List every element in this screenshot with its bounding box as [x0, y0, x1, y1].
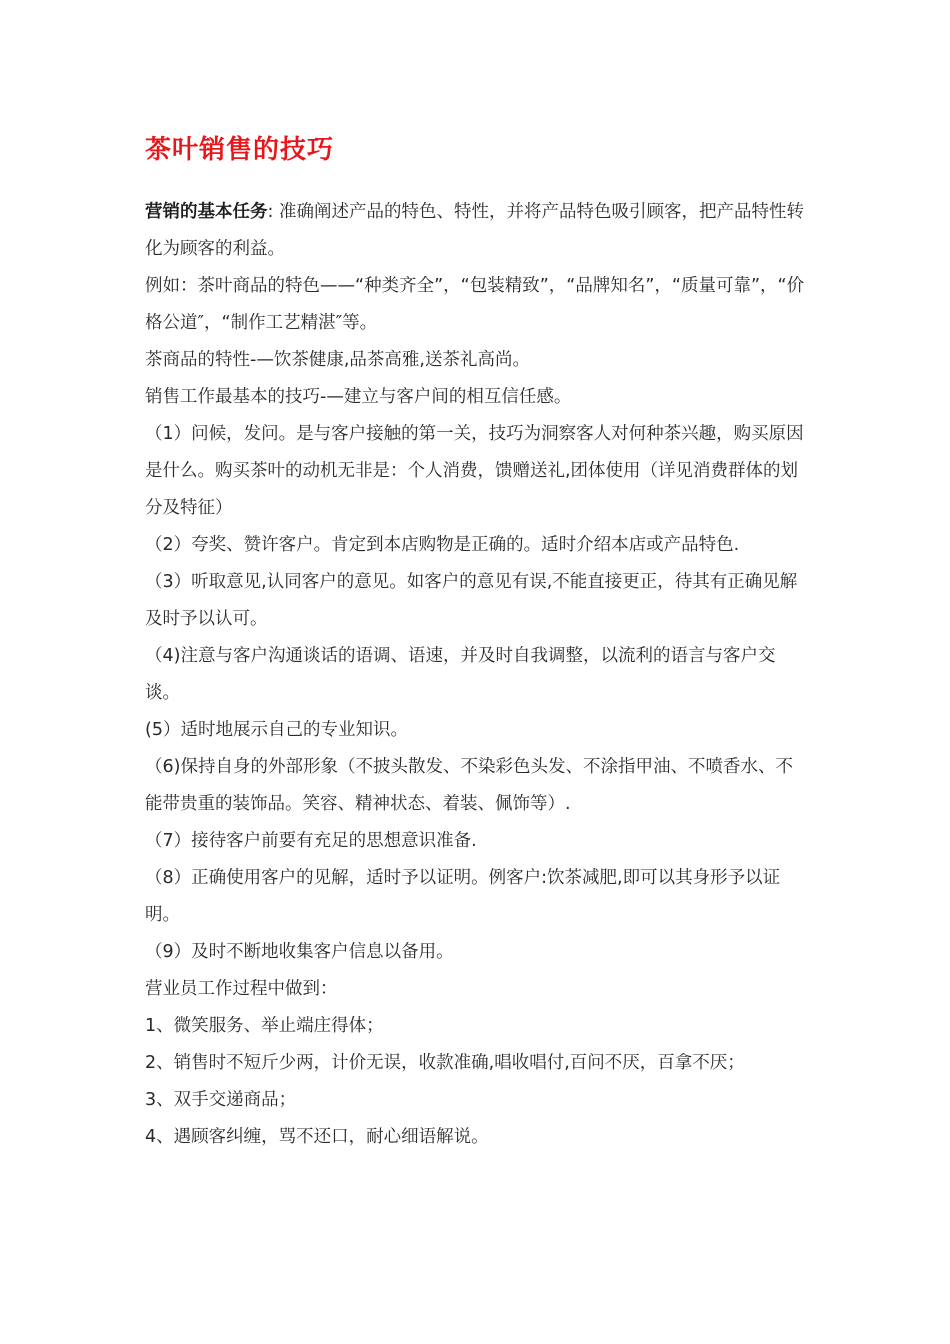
intro-text: : 准确阐述产品的特色、特性，并将产品特色吸引顾客，把产品特性转化为顾客的利益。 — [145, 202, 804, 259]
staff-item-4: 4、遇顾客纠缠，骂不还口，耐心细语解说。 — [145, 1127, 489, 1147]
staff-item-1: 1、微笑服务、举止端庄得体； — [145, 1016, 384, 1036]
staff-item-2: 2、销售时不短斤少两，计价无误，收款准确,唱收唱付,百问不厌，百拿不厌； — [145, 1053, 745, 1073]
list-item-3: （3）听取意见,认同客户的意见。如客户的意见有误,不能直接更正，待其有正确见解及时予以认可。 — [145, 572, 798, 629]
list-item-9: （9）及时不断地收集客户信息以备用。 — [145, 942, 454, 962]
document-title: 茶叶销售的技巧 — [145, 135, 335, 165]
list-item-5: (5）适时地展示自己的专业知识。 — [145, 720, 408, 740]
paragraph-tea-properties: 茶商品的特性-—饮茶健康,品茶高雅,送茶礼高尚。 — [145, 350, 530, 370]
list-item-1: （1）问候，发问。是与客户接触的第一关，技巧为洞察客人对何种茶兴趣，购买原因是什么。购买茶叶的动机无非是：个人消费，馈赠送礼,团体使用（详见消费群体的划分及特征） — [145, 424, 804, 518]
list-item-2: （2）夸奖、赞许客户。肯定到本店购物是正确的。适时介绍本店或产品特色. — [145, 535, 740, 555]
list-item-6: （6)保持自身的外部形象（不披头散发、不染彩色头发、不涂指甲油、不喷香水、不能带贵重的装饰品。笑容、精神状态、着装、佩饰等）. — [145, 757, 793, 814]
intro-label: 营销的基本任务 — [145, 202, 268, 222]
paragraph-example: 例如：茶叶商品的特色——“种类齐全”，“包装精致”，“品牌知名”，“质量可靠”，“价格公道″，“制作工艺精湛″等。 — [145, 276, 805, 333]
staff-item-3: 3、双手交递商品； — [145, 1090, 297, 1110]
intro-paragraph — [145, 194, 810, 268]
paragraph-basic-skill: 销售工作最基本的技巧-—建立与客户间的相互信任感。 — [145, 387, 572, 407]
document-page — [145, 128, 810, 1156]
list-item-8: （8）正确使用客户的见解，适时予以证明。例客户:饮茶减肥,即可以其身形予以证明。 — [145, 868, 781, 925]
list-item-7: （7）接待客户前要有充足的思想意识准备. — [145, 831, 477, 851]
paragraph-staff-heading: 营业员工作过程中做到： — [145, 979, 338, 999]
list-item-4: （4)注意与客户沟通谈话的语调、语速，并及时自我调整，以流利的语言与客户交谈。 — [145, 646, 776, 703]
